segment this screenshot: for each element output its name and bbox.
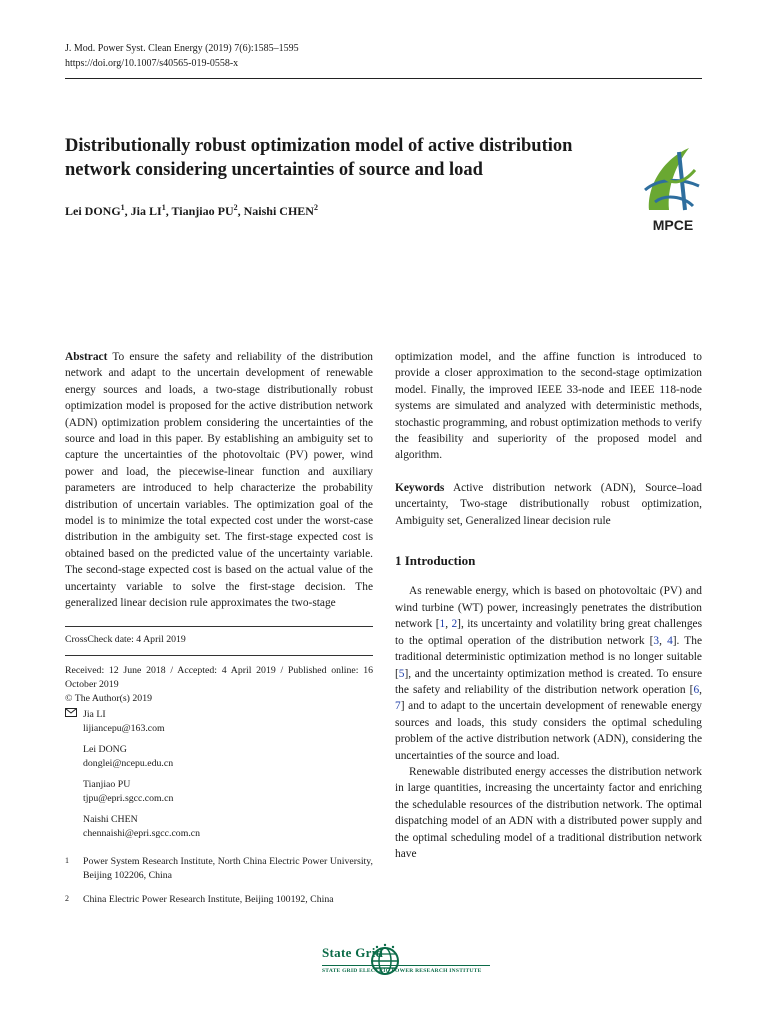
title-line-1: Distributionally robust optimization model of active distribution — [65, 136, 573, 156]
paragraph-text: As renewable energy, which is based on photovoltaic (PV) and wind turbine (WT) power, increasingly penetrates the distribution network [ — [395, 585, 702, 631]
contact-email[interactable]: tjpu@epri.sgcc.com.cn — [83, 792, 174, 804]
paper-title — [65, 134, 665, 182]
logo-text: MPCE — [652, 217, 694, 233]
affiliation-text: China Electric Power Research Institute, Beijing 100192, China — [83, 893, 334, 905]
paragraph-text: ], its uncertainty and volatility bring great challenges to the optimal operation of the distribution network [ — [395, 618, 703, 647]
contact-email[interactable]: donglei@ncepu.edu.cn — [83, 757, 174, 769]
copyright-line: © The Author(s) 2019 — [65, 692, 152, 704]
doi-link[interactable]: https://doi.org/10.1007/s40565-019-0558-x — [65, 58, 239, 69]
journal-citation: J. Mod. Power Syst. Clean Energy (2019) 7(6):1585–1595 — [65, 43, 299, 54]
affiliation-number: 1 — [65, 855, 69, 865]
contact-name: Lei DONG — [83, 743, 127, 755]
keywords-text: Active distribution network (ADN), Source–load uncertainty, Two-stage distributionally robust optimization, Ambiguity set, Generalized linear decision rule — [395, 481, 703, 527]
paragraph-text: , — [445, 618, 452, 631]
abstract-continued: optimization model, and the affine function is introduced to provide a closer approximation to the second-stage optimization model. Finally, the improved IEEE 33-node and IEEE 118-node systems are simulated and analyzed with deterministic methods, stochastic programming, and robust optimization methods to verify the feasibility and superiority of the proposed model and algorithm. — [395, 351, 702, 462]
intro-paragraph-2: Renewable distributed energy accesses the distribution network in large quantities, increasing the uncertainty factor and enriching the schedulable resources of the distribution network. The optimal dispatching model of an ADN with a distributed power supply and the optimal scheduling model of a traditional distribution network have — [395, 765, 702, 860]
left-column — [65, 349, 373, 907]
abstract — [65, 349, 373, 612]
paragraph-text: ], and the uncertainty optimization method is created. To ensure the safety and reliability of the distribution network operation [ — [395, 667, 702, 696]
contact-entry — [83, 743, 373, 771]
mpce-journal-logo — [637, 144, 709, 236]
header-rule — [65, 78, 702, 79]
keywords-heading: Keywords — [395, 481, 445, 494]
author[interactable]: Lei DONG — [65, 204, 121, 218]
paragraph-text: , — [659, 634, 668, 647]
citation-link[interactable]: 2 — [451, 618, 458, 631]
section-heading-introduction: 1 Introduction — [395, 553, 476, 569]
intro-paragraph-1 — [395, 583, 702, 763]
paragraph-text: ]. The traditional deterministic optimization method is no longer suitable [ — [395, 634, 703, 680]
meta-divider — [65, 626, 373, 627]
contact-name: Naishi CHEN — [83, 813, 138, 825]
author[interactable]: Naishi CHEN — [243, 204, 314, 218]
abstract-heading: Abstract — [65, 351, 108, 363]
contact-email[interactable]: lijiancepu@163.com — [83, 722, 165, 734]
publication-dates: Received: 12 June 2018 / Accepted: 4 April 2019 / Published online: 16 October 2019 — [65, 664, 373, 690]
author-affiliation-mark: 1 — [120, 203, 125, 212]
article-metadata — [65, 664, 373, 907]
paragraph-text: , — [699, 683, 702, 696]
affiliation-text: Power System Research Institute, North China Electric Power University, Beijing 102206, China — [83, 855, 373, 881]
citation-link[interactable]: 4 — [667, 634, 673, 647]
contact-email[interactable]: chennaishi@epri.sgcc.com.cn — [83, 827, 201, 839]
author[interactable]: Tianjiao PU — [171, 204, 234, 218]
contact-name: Jia LI — [83, 708, 106, 720]
state-grid-name: State Grid — [322, 945, 384, 960]
envelope-icon — [65, 708, 83, 736]
contact-name: Tianjiao PU — [83, 778, 131, 790]
citation-link[interactable]: 6 — [693, 683, 700, 696]
journal-header — [65, 41, 299, 71]
state-grid-institute: STATE GRID ELECTRIC POWER RESEARCH INSTITUTE — [322, 965, 490, 974]
affiliation-number: 2 — [65, 893, 69, 903]
citation-link[interactable]: 5 — [398, 667, 405, 680]
citation-link[interactable]: 7 — [395, 700, 401, 713]
crosscheck-date: CrossCheck date: 4 April 2019 — [65, 633, 186, 645]
affiliation-2 — [65, 893, 373, 907]
citation-link[interactable]: 1 — [439, 618, 446, 631]
keywords — [395, 480, 702, 529]
author-list: Lei DONG$^1$, Jia $LI^1$, Tianjiao $PU^2$, Naishi CHEN$^2$ — [65, 203, 318, 218]
affiliation-1 — [65, 855, 373, 883]
author-affiliation-mark: 2 — [313, 203, 318, 212]
citation-link[interactable]: 3 — [653, 634, 660, 647]
meta-divider — [65, 655, 373, 656]
title-line-2: network considering uncertainties of source and load — [65, 160, 483, 180]
contact-entry — [83, 778, 373, 806]
right-column — [395, 349, 702, 862]
corresponding-contact — [65, 708, 373, 736]
author-affiliation-mark: 2 — [233, 203, 238, 212]
paragraph-text: ] and to adapt to the uncertain development of renewable energy sources and loads, this study considers the optimal scheduling problem of the active distribution network (ADN), considering the uncertainties of the source and load. — [395, 700, 702, 762]
author[interactable]: Jia LI — [130, 204, 162, 218]
contact-entry — [83, 813, 373, 841]
abstract-text: To ensure the safety and reliability of the distribution network and adapt to the uncertain development of renewable energy sources and loads, a two-stage distributionally robust optimization model is proposed for the active distribution network (ADN) optimization problem considering the uncertainties of the source and load in this paper. By establishing an ambiguity set to capture the uncertainties of the photovoltaic (PV) power, wind power and load, the piecewise-linear function and auxiliary parameters are introduced to help characterize the probability distribution of uncertain variables. The optimization goal of the model is to minimize the total expected cost under the worst-case distribution in the ambiguity set. The first-stage expected cost is obtained based on the predicted value of the uncertainty variable. The second-stage expected cost is based on the actual value of the uncertainty variable to solve the first-stage decision. The generalized linear decision rule approximates the two-stage — [65, 351, 373, 610]
author-affiliation-mark: 1 — [161, 203, 166, 212]
